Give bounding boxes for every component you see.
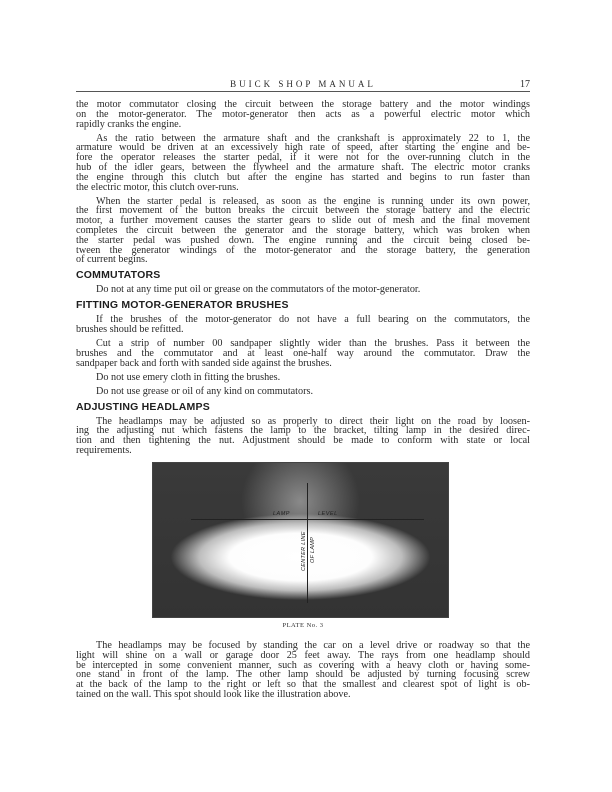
text-line: The headlamps may be adjusted so as properly to direct their light on the road by loosen- — [96, 415, 530, 427]
page-number: 17 — [520, 79, 530, 90]
section-heading: ADJUSTING HEADLAMPS — [76, 400, 210, 413]
label-level: LEVEL — [318, 511, 338, 517]
text-line: motor, a further movement causes the starter gears to slide out of mesh and the final movement — [76, 215, 530, 227]
text-line: the starter pedal was pushed down. The engine running and the circuit being closed be- — [76, 234, 530, 246]
text-line: sandpaper back and forth with sanded side against the brushes. — [76, 357, 332, 369]
text-line: one stand in front of the lamp. The other lamp should be adjusted by turning focusing screw — [76, 669, 530, 681]
paragraph — [76, 373, 530, 383]
paragraph — [76, 100, 530, 129]
text-line: on the motor-generator. The motor-generator then acts as a powerful electric motor which — [76, 108, 530, 120]
text-line: When the starter pedal is released, as soon as the engine is running under its own power, — [96, 195, 530, 207]
paragraph — [76, 197, 530, 266]
text-line: The headlamps may be focused by standing the car on a level drive or roadway so that the — [96, 640, 530, 651]
text-line: at the back of the lamp to the right or left so that the smallest and clearest spot of light is ob- — [76, 679, 530, 691]
text-line: requirements. — [76, 445, 132, 457]
body-text-bottom — [76, 641, 530, 704]
text-line: the motor commutator closing the circuit between the storage battery and the motor windings — [76, 99, 530, 110]
text-line: rapidly cranks the engine. — [76, 118, 182, 130]
section-heading: FITTING MOTOR-GENERATOR BRUSHES — [76, 299, 289, 312]
text-line: armature would be driven at an excessively high rate of speed, after starting the engine and be- — [76, 142, 530, 154]
running-header — [76, 79, 530, 92]
paragraph — [76, 641, 530, 700]
label-center-line: CENTER LINE — [301, 531, 307, 571]
text-line: the electric motor, this clutch over-runs. — [76, 181, 239, 193]
label-of-lamp: OF LAMP — [310, 536, 316, 563]
text-line: As the ratio between the armature shaft and the crankshaft is approximately 22 to 1, the — [96, 132, 530, 144]
text-line: Do not use emery cloth in fitting the brushes. — [96, 371, 281, 383]
text-line: Cut a strip of number 00 sandpaper slightly wider than the brushes. Pass it between the — [96, 338, 530, 350]
manual-title: BUICK SHOP MANUAL — [230, 79, 376, 89]
paragraph — [76, 285, 530, 295]
paragraph — [76, 315, 530, 335]
text-line: be intercepted in some convenient manner, such as covering with a heavy cloth or having some- — [76, 659, 530, 671]
text-line: If the brushes of the motor-generator do not have a full bearing on the commutators, the — [96, 314, 530, 326]
paragraph — [76, 417, 530, 456]
section-heading: COMMUTATORS — [76, 269, 161, 282]
paragraph — [76, 134, 530, 193]
plate-caption: PLATE No. 3 — [282, 622, 324, 629]
text-line: Do not use grease or oil of any kind on commutators. — [96, 385, 314, 397]
label-lamp: LAMP — [273, 511, 290, 517]
paragraph — [76, 339, 530, 368]
text-line: tained on the wall. This spot should look like the illustration above. — [76, 688, 351, 700]
text-line: of current begins. — [76, 254, 148, 266]
text-line: completes the circuit between the generator and the storage battery, which was broken when — [76, 224, 530, 236]
text-line: hub of the idler gears, between the flywheel and the armature shaft. The electric motor cranks — [76, 161, 530, 173]
text-line: the engine through this clutch but after the engine has started and begins to run faster than — [76, 171, 530, 183]
text-line: ing the adjusting nut which fastens the lamp to the bracket, tilting lamp in the desired direc- — [76, 425, 530, 437]
headlamp-illustration — [152, 462, 449, 618]
text-line: the first movement of the button breaks the circuit between the storage battery and the electric — [76, 205, 530, 217]
text-line: brushes should be refitted. — [76, 324, 184, 336]
text-line: brushes and the commutator and at least one-half way around the commutator. Draw the — [76, 347, 530, 359]
body-text-top — [76, 100, 530, 460]
text-line: tween the generator windings of the motor-generator and the storage battery, the generation — [76, 244, 530, 256]
text-line: Do not at any time put oil or grease on the commutators of the motor-generator. — [96, 284, 421, 296]
text-line: tion and then tightening the nut. Adjustment should be made to conform with state or local — [76, 435, 530, 447]
text-line: fore the operator releases the starter pedal, if it were not for the over-running clutch in the — [76, 152, 530, 164]
paragraph — [76, 387, 530, 397]
text-line: light will shine on a wall or garage door 25 feet away. The rays from one headlamp should — [76, 649, 530, 661]
center-line — [307, 483, 308, 603]
